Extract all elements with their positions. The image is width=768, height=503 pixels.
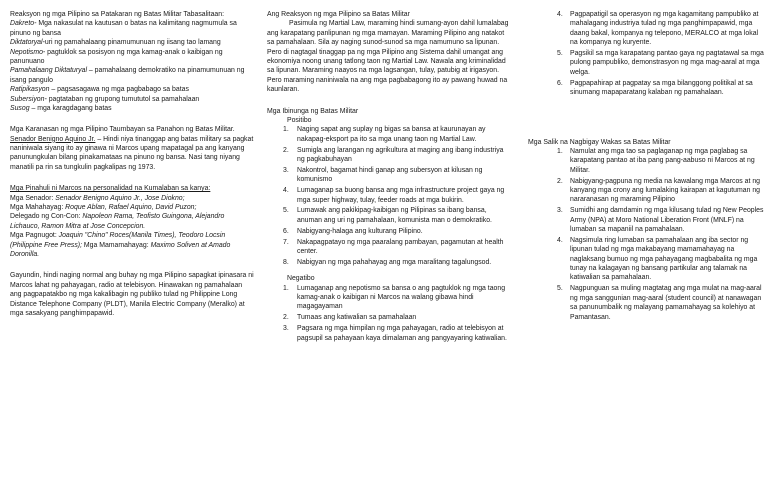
list-item: 5. Nagpunguan sa muling magtatag ang mga mulat na mag-aaral ng mga sanggunian mag-aaral (student council) at nanawagan sa panunumbalik ng malayang pamamahayag sa kolehiyo at Pamantasan.	[557, 285, 762, 321]
gayundin-paragraph: Gayundin, hindi naging normal ang buhay ng mga Pilipino sapagkat ipinasara ni Marcos lahat ng pahayagan, radio at telebisyon. Hinawakan ng pamahalaan ang pagpapatakbo ng mga kakalibagin ng publiko tulad ng Philippine Long Distance Telephone Company (PLDT), Manila Electric Company (Meralko) at mga sasakyang panghimpapawid.	[10, 272, 254, 317]
reaksyon-heading: Ang Reaksyon ng mga Pilipino sa Batas Militar	[267, 11, 410, 18]
definition-ratipikasyon: Ratipikasyon – pagsasagawa ng mga pagbabago sa batas	[10, 86, 189, 94]
definitions-list	[10, 19, 254, 113]
salik-heading: Mga Salik na Nagbigay Wakas sa Batas Militar	[528, 138, 671, 146]
list-item: 1. Naging sapat ang suplay ng bigas sa bansa at kaurunayan ay nakapag-eksport pa ito sa mga unang taon ng Martial Law.	[283, 126, 486, 143]
list-item: 7. Nakapagpatayo ng mga paaralang pambayan, pagamutan at health center.	[283, 238, 504, 255]
list-item: 2. Nabigyang-pagpuna ng media na kawalang mga Marcos at ng kanyang mga crony ang lumalaking kairapan at kagutuman ng nararanasan ng maraming Pilipino	[557, 177, 760, 204]
list-item: 1. Namulat ang mga tao sa paglaganap ng mga paglabag sa karapatang pantao at iba pang pang-aabuso ni Marcos at ng Militar.	[557, 147, 755, 174]
list-item: 2. Tumaas ang katiwalian sa pamahalaan	[283, 314, 417, 322]
negatibo-heading: Negatibo	[287, 275, 315, 283]
list-item: 8. Nabigyan ng mga pahahayag ang mga maralitang tagalungsod.	[283, 258, 492, 266]
definition-diktatoryal: Diktatoryal-uri ng pamahalaang pinamumunuan ng iisang tao lamang	[10, 39, 221, 47]
positibo-list	[267, 125, 512, 267]
list-item: 6. Pagpapahirap at pagpatay sa mga bilanggong politikal at sa sinumang mapaparatang kalaban ng pamahalaan.	[557, 79, 753, 97]
list-item: 4. Pagpapatigil sa operasyon ng mga kagamitang pampubliko at mahalagang industriya tulad ng mga panghimpapawid, mga daang bakal, kompanya ng telepono, MERALCO at mga lokal na kompanya ng kuryente.	[557, 11, 759, 47]
list-item: 5. Lumawak ang pakikipag-kaibigan ng Pilipinas sa ibang bansa, anuman ang uri ng pamahalaan, komunista man o demokratiko.	[283, 207, 492, 224]
column-2	[267, 0, 512, 345]
pinahuli-heading: Mga Pinahuli ni Marcos na personalidad na Kumalaban sa kanya:	[10, 185, 211, 193]
definition-dakreto: Dakreto- Mga nakasulat na kautusan o batas na kalimitang nagmumula sa pinuno ng bansa	[10, 20, 237, 37]
pinahuli-list: Mga Senador: Senador Benigno Aquino Jr., Jose Diokno; Mga Mahahayag: Roque Ablan, Rafael Aquino, David Puzon; Delegado ng Con-Con: Napoleon Rama, Teofisto Guingona, Alejandro Lichauco, Ramon Mitra at Jose Concepcion. Mga Pagnugot: Joaquin "Chino" Roces(Manila Times), Teodoro Locsin (Philippine Free Press); Mga Mamamahayag: Maximo Soliven at Amado Doronilla.	[10, 194, 231, 258]
karanasan-heading: Mga Karanasan ng mga Pilipino Taumbayan sa Panahon ng Batas Militar.	[10, 126, 235, 134]
ibinunga-heading: Mga Ibinunga ng Batas Militar	[267, 107, 359, 115]
definition-susog: Susog – mga karagdagang batas	[10, 104, 112, 112]
salik-list	[528, 147, 764, 322]
definition-nepotismo: Nepotismo- pagtuklok sa posisyon ng mga kamag-anak o kaibigan ng panunuano	[10, 48, 223, 65]
list-item: 4. Lumaganap sa buong bansa ang mga infrastructure project gaya ng mga super highway, tulay, feeder roads at mga bukirin.	[283, 187, 505, 204]
list-item: 3. Nakontrol, bagamat hindi ganap ang subersyon at kilusan ng komunismo	[283, 166, 483, 184]
reaksyon-paragraph: Pasimula ng Martial Law, maraming hindi sumang-ayon dahil lumalabag ang karapatang panlipunan ng mga mamayan. Maraming Pilipino ang natakot sa pamahalaan. Sila ay naging sunod-sunod sa mga namumuno sa lipunan. Pero di nagtagal tinaggap pa ng mga Pilipino ang Sistema dahil umangat ang ekonomiya noong unang tatlong taon ng Martial Law. Nawala ang kriminalidad sa lipunan. Maraming naayos na mga lagsangan, tulay, patubig at irigasyon. Pero maraming naniniwala na ang mga pagbabagong ito ay pawang huwad na kaunlaran.	[267, 20, 509, 94]
negatibo-list	[267, 284, 512, 343]
list-item: 3. Sumidhi ang damdamin ng mga kilusang tulad ng New Peoples Army (NPA) at Moro National Liberation Front (MNLF) na lumaban sa mapaniil na pamahalaan.	[557, 207, 764, 234]
positibo-heading: Positibo	[287, 116, 312, 124]
list-item: 6. Nabigyang-halaga ang kulturang Pilipino.	[283, 227, 423, 235]
definition-pamahalaang-diktaturyal: Pamahalaang Diktaturyal – pamahalaang demokratiko na pinamumunuan ng isang pangulo	[10, 67, 245, 84]
definition-subersiyon: Subersiyon- pagtataban ng grupong tumututol sa pamahalaan	[10, 95, 200, 103]
aquino-paragraph: Senador Benigno Aquino Jr. – Hindi niya tinanggap ang batas military sa pagkat naniniwala siyang ito ay ginawa ni Marcos upang mapatagal pa ang kanyang panunungkulan bilang pinakamataas na pinuno ng bansa. Nasi tang niyang manatili pa rin sa tungkulin pagkalipas ng 1973.	[10, 135, 254, 171]
list-item: 1. Lumaganap ang nepotismo sa bansa o ang pagtuklok ng mga taong kamag-anak o kaibigan ni Marcos na walang gibawa hindi magagayaman	[283, 284, 506, 311]
list-item: 4. Nagsimula ring lumaban sa pamahalaan ang iba sector ng lipunan tulad ng mga makabayang mamamahayag na naglaksang bumuo ng mga pahayagang magbabalita ng mga tunay na kalagayan ng bansang partikular ang talamak na katiwalian sa pamahalaan.	[557, 236, 758, 282]
list-item: 2. Sumigla ang larangan ng agrikultura at maging ang ibang industriya ng pagkabuhayan	[283, 146, 504, 163]
negatibo-continued-list	[528, 10, 764, 98]
column-1	[10, 0, 254, 318]
intro-heading: Reaksyon ng mga Pilipino sa Patakaran ng Batas Militar Tabasalitaan:	[10, 11, 224, 18]
column-3	[528, 0, 764, 323]
list-item: 3. Pagsara ng mga himpilan ng mga pahayagan, radio at telebisyon at pagsupil sa pahayaan kaya dimalaman ang pangyayaring katiwalian.	[283, 325, 507, 342]
list-item: 5. Pagsikil sa mga karapatang pantao gaya ng pagtatawal sa mga pulong pampubliko, demonstrasyon ng mga mag-aaral at mga welga.	[557, 50, 764, 76]
